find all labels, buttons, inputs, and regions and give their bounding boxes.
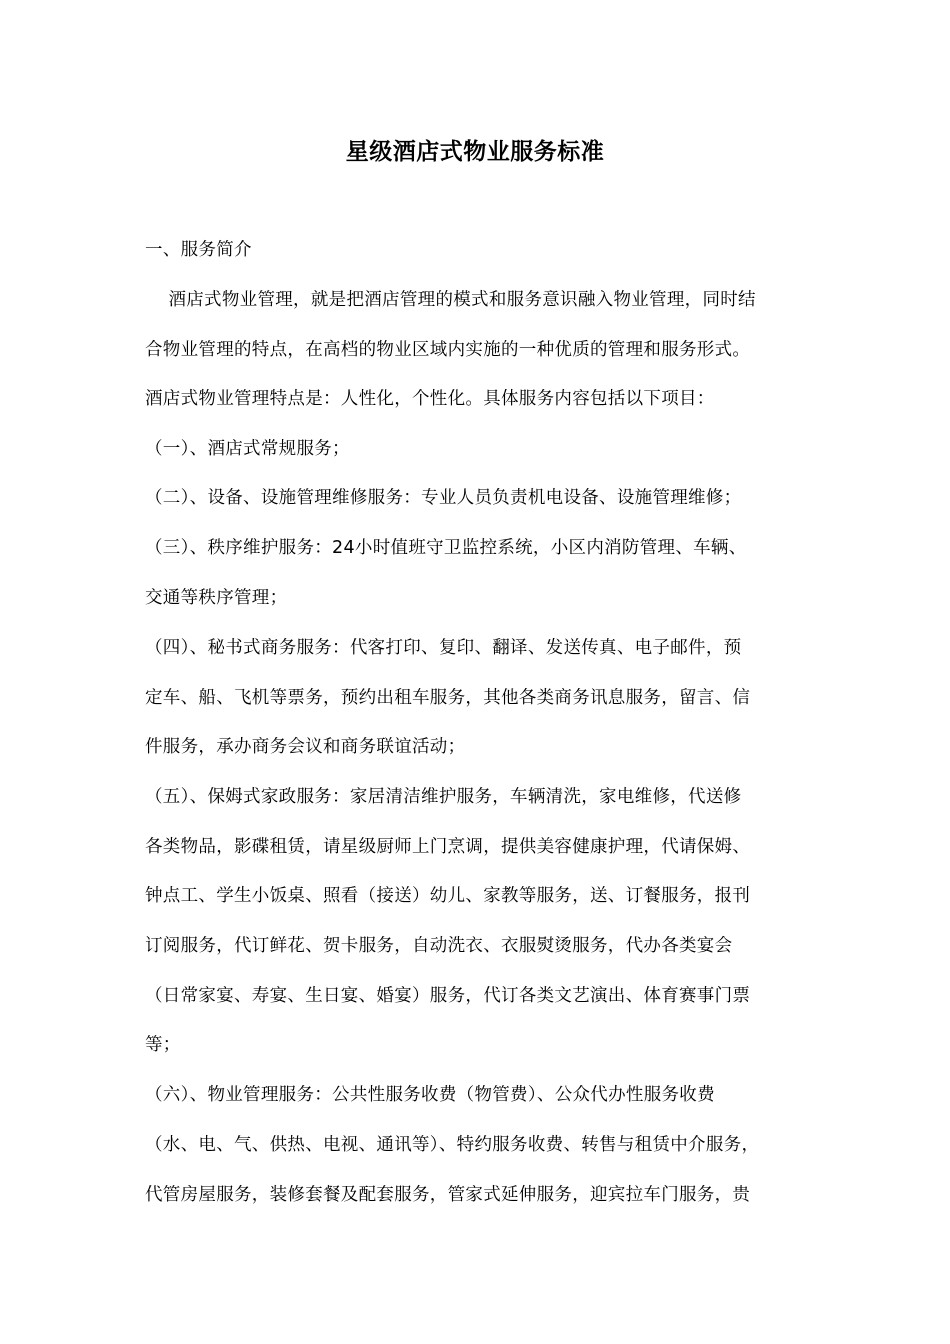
section-heading: 一、服务简介 <box>145 240 252 260</box>
list-item: （四）、秘书式商务服务：代客打印、复印、翻译、发送传真、电子邮件，预 <box>145 638 742 658</box>
document-title: 星级酒店式物业服务标准 <box>345 139 605 165</box>
list-item-continuation: 各类物品，影碟租赁，请星级厨师上门烹调，提供美容健康护理，代请保姆、 <box>145 837 751 857</box>
paragraph-line: 合物业管理的特点，在高档的物业区域内实施的一种优质的管理和服务形式。 <box>145 340 751 360</box>
paragraph-line: 酒店式物业管理特点是：人性化，个性化。具体服务内容包括以下项目： <box>145 389 715 409</box>
list-item: （六）、物业管理服务：公共性服务收费（物管费）、公众代办性服务收费 <box>145 1085 715 1105</box>
list-item-continuation: （日常家宴、寿宴、生日宴、婚宴）服务，代订各类文艺演出、体育赛事门票 <box>145 986 751 1006</box>
list-item-continuation: 等； <box>145 1035 181 1055</box>
list-item-continuation: 交通等秩序管理； <box>145 588 288 608</box>
list-item: （二）、设备、设施管理维修服务：专业人员负责机电设备、设施管理维修； <box>145 488 742 508</box>
paragraph-line: 酒店式物业管理，就是把酒店管理的模式和服务意识融入物业管理，同时结 <box>145 290 756 310</box>
list-item-continuation: 订阅服务，代订鲜花、贺卡服务，自动洗衣、衣服熨烫服务，代办各类宴会 <box>145 936 733 956</box>
list-item: （一）、酒店式常规服务； <box>145 439 350 459</box>
list-item-continuation: 代管房屋服务，装修套餐及配套服务，管家式延伸服务，迎宾拉车门服务，贵 <box>145 1185 751 1205</box>
list-item-continuation: 定车、船、飞机等票务，预约出租车服务，其他各类商务讯息服务，留言、信 <box>145 688 751 708</box>
list-item-continuation: （水、电、气、供热、电视、通讯等）、特约服务收费、转售与租赁中介服务， <box>145 1135 760 1155</box>
list-item: （三）、秩序维护服务：24小时值班守卫监控系统，小区内消防管理、车辆、 <box>145 538 747 558</box>
list-item: （五）、保姆式家政服务：家居清洁维护服务，车辆清洗，家电维修，代送修 <box>145 787 742 807</box>
list-item-continuation: 钟点工、学生小饭桌、照看（接送）幼儿、家教等服务，送、订餐服务，报刊 <box>145 886 751 906</box>
list-item-continuation: 件服务，承办商务会议和商务联谊活动； <box>145 737 466 757</box>
